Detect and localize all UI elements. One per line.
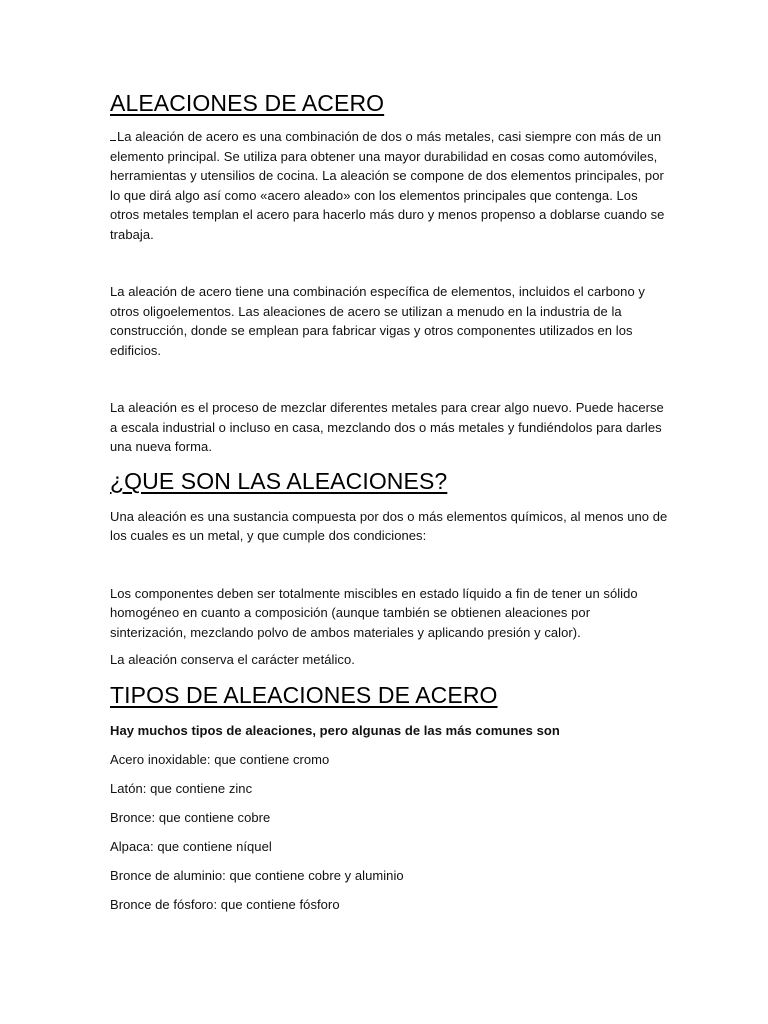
list-item: Alpaca: que contiene níquel [110,838,272,854]
condition-paragraph-1: Los componentes deben ser totalmente miscibles en estado líquido a fin de tener un sólido homogéneo en cuanto a composición (aunque también se obtienen aleaciones por sinterización, mezclando polvo de ambos materiales y aplicando presión y calor). [110,585,638,640]
definition-paragraph: Una aleación es una sustancia compuesta por dos o más elementos químicos, al menos uno de los cuales es un metal, y que cumple dos condiciones: [110,508,668,543]
document-page [110,88,670,924]
section-heading-alloy-types: TIPOS DE ALEACIONES DE ACERO [110,681,498,708]
list-item: Bronce de fósforo: que contiene fósforo [110,896,340,912]
process-paragraph: La aleación es el proceso de mezclar diferentes metales para crear algo nuevo. Puede hacerse a escala industrial o incluso en casa, mezclando dos o más metales y fundiéndolos para darles una nueva forma. [110,400,664,454]
leading-underscore-mark [110,128,116,141]
document-title: ALEACIONES DE ACERO [110,90,385,116]
composition-paragraph: La aleación de acero tiene una combinación específica de elementos, incluidos el carbono y otros oligoelementos. Las aleaciones de acero se utilizan a menudo en la industria de la construcción, donde se emplean para fabricar vigas y otros componentes utilizados en los edificios. [110,284,645,358]
section-heading-what-are-alloys: ¿QUE SON LAS ALEACIONES? [110,467,448,494]
types-intro-paragraph: Hay muchos tipos de aleaciones, pero algunas de las más comunes son [110,722,560,738]
list-item: Latón: que contiene zinc [110,780,253,796]
condition-paragraph-2: La aleación conserva el carácter metálico. [110,652,355,667]
list-item: Acero inoxidable: que contiene cromo [110,751,330,767]
list-item: Bronce de aluminio: que contiene cobre y aluminio [110,867,404,883]
intro-paragraph-text: La aleación de acero es una combinación de dos o más metales, casi siempre con más de un elemento principal. Se utiliza para obtener una mayor durabilidad en cosas como automóviles, herramientas y utensilios de cocina. La aleación se compone de dos elementos principales, por lo que dirá algo así como «acero aleado» con los elementos principales que contenga. Los otros metales templan el acero para hacerlo más duro y menos propenso a doblarse cuando se trabaja. [110,129,665,242]
list-item: Bronce: que contiene cobre [110,809,271,825]
alloy-types-list [110,750,670,915]
intro-paragraph [110,127,670,244]
